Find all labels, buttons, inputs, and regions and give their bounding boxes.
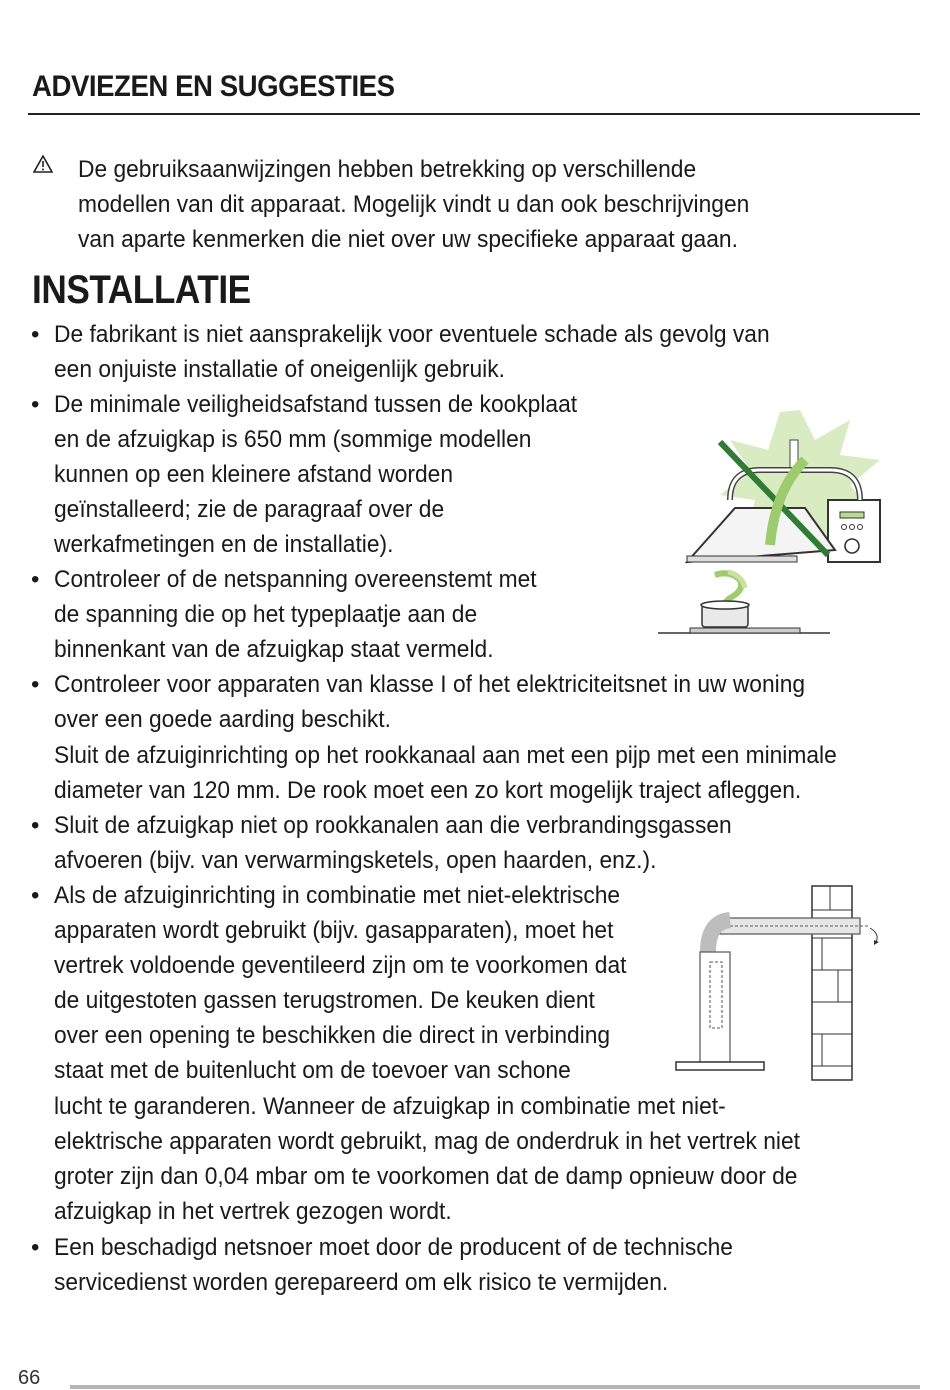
list-line: werkafmetingen en de installatie). bbox=[54, 531, 394, 558]
bullet-marker: • bbox=[31, 391, 40, 418]
list-line: apparaten wordt gebruikt (bijv. gasapparaten), moet het bbox=[54, 917, 614, 944]
list-line: geïnstalleerd; zie de paragraaf over de bbox=[54, 496, 445, 523]
list-line: Als de afzuiginrichting in combinatie met niet-elektrische bbox=[54, 882, 621, 909]
footer-divider bbox=[70, 1385, 920, 1389]
list-line: Controleer of de netspanning overeenstemt met bbox=[54, 566, 537, 593]
bullet-marker: • bbox=[31, 321, 40, 348]
list-line: Een beschadigd netsnoer moet door de producent of de technische bbox=[54, 1234, 733, 1261]
list-line: afzuigkap in het vertrek gezogen wordt. bbox=[54, 1198, 452, 1225]
list-line: staat met de buitenlucht om de toevoer van schone bbox=[54, 1057, 571, 1084]
list-line: binnenkant van de afzuigkap staat vermeld. bbox=[54, 636, 494, 663]
list-line: Sluit de afzuigkap niet op rookkanalen aan die verbrandingsgassen bbox=[54, 812, 732, 839]
brick-wall-icon bbox=[812, 886, 852, 1080]
list-line: Sluit de afzuiginrichting op het rookkanaal aan met een pijp met een minimale bbox=[54, 742, 837, 769]
list-line: De fabrikant is niet aansprakelijk voor eventuele schade als gevolg van bbox=[54, 321, 770, 348]
bullet-marker: • bbox=[31, 566, 40, 593]
list-line: servicedienst worden gerepareerd om elk risico te vermijden. bbox=[54, 1269, 669, 1296]
list-line: Controleer voor apparaten van klasse I of het elektriciteitsnet in uw woning bbox=[54, 671, 806, 698]
list-line: over een opening te beschikken die direct in verbinding bbox=[54, 1022, 611, 1049]
intro-paragraph bbox=[78, 152, 850, 257]
bullet-marker: • bbox=[31, 671, 40, 698]
list-line: afvoeren (bijv. van verwarmingsketels, open haarden, enz.). bbox=[54, 847, 657, 874]
intro-line: van aparte kenmerken die niet over uw specifieke apparaat gaan. bbox=[78, 226, 738, 253]
warning-triangle-icon bbox=[33, 155, 53, 173]
list-line: diameter van 120 mm. De rook moet een zo kort mogelijk traject afleggen. bbox=[54, 777, 802, 804]
duct-through-wall-illustration bbox=[670, 882, 890, 1082]
list-line: vertrek voldoende geventileerd zijn om te voorkomen dat bbox=[54, 952, 627, 979]
intro-line: modellen van dit apparaat. Mogelijk vindt u dan ook beschrijvingen bbox=[78, 191, 750, 218]
hood-over-hob-illustration bbox=[650, 400, 890, 640]
list-line: over een goede aarding beschikt. bbox=[54, 706, 391, 733]
list-line: elektrische apparaten wordt gebruikt, mag de onderdruk in het vertrek niet bbox=[54, 1128, 800, 1155]
hood-base bbox=[676, 1062, 764, 1070]
bullet-marker: • bbox=[31, 812, 40, 839]
section-title-advice: ADVIEZEN EN SUGGESTIES bbox=[32, 70, 395, 103]
bullet-marker: • bbox=[31, 1234, 40, 1261]
title-divider bbox=[28, 113, 920, 115]
page-number: 66 bbox=[18, 1367, 41, 1389]
list-line: kunnen op een kleinere afstand worden bbox=[54, 461, 454, 488]
list-line: groter zijn dan 0,04 mbar om te voorkomen dat de damp opnieuw door de bbox=[54, 1163, 798, 1190]
section-title-installation: INSTALLATIE bbox=[32, 268, 251, 312]
list-line: de uitgestoten gassen terugstromen. De keuken dient bbox=[54, 987, 595, 1014]
intro-line: De gebruiksaanwijzingen hebben betrekking op verschillende bbox=[78, 156, 697, 183]
list-line: en de afzuigkap is 650 mm (sommige modellen bbox=[54, 426, 532, 453]
list-line: lucht te garanderen. Wanneer de afzuigkap in combinatie met niet- bbox=[54, 1093, 726, 1120]
list-line: een onjuiste installatie of oneigenlijk gebruik. bbox=[54, 356, 505, 383]
bullet-marker: • bbox=[31, 882, 40, 909]
list-line: De minimale veiligheidsafstand tussen de kookplaat bbox=[54, 391, 578, 418]
list-line: de spanning die op het typeplaatje aan de bbox=[54, 601, 478, 628]
pot-with-steam-icon bbox=[701, 572, 749, 627]
